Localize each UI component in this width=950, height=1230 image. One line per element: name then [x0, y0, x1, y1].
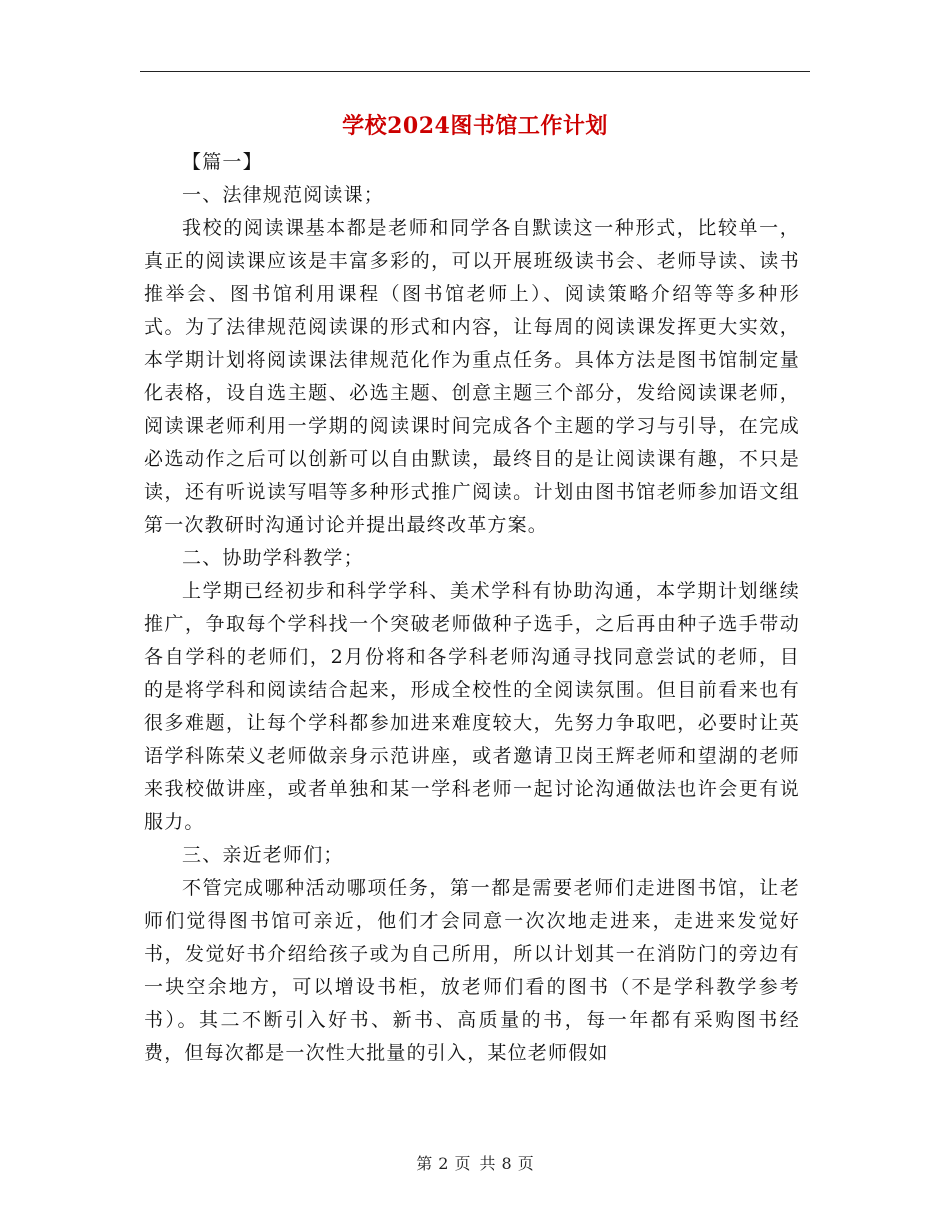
subheading-reading-class: 一、法律规范阅读课；: [182, 184, 385, 206]
page-footer: [0, 1152, 950, 1176]
footer-middle: 页 共: [454, 1154, 496, 1173]
subheading-teachers: 三、亲近老师们；: [182, 844, 344, 866]
footer-total-pages: 8: [501, 1154, 512, 1173]
footer-prefix: 第: [416, 1154, 433, 1173]
footer-suffix: 页: [517, 1154, 534, 1173]
paragraph-teachers: 不管完成哪种活动哪项任务，第一都是需要老师们走进图书馆，让老师们觉得图书馆可亲近，他们才会同意一次次地走进来，走进来发觉好书，发觉好书介绍给孩子或为自己所用，所以计划其一在消防门的旁边有一块空余地方，可以增设书柜，放老师们看的图书（不是学科教学参考书）。其二不断引入好书、新书、高质量的书，每一年都有采购图书经费，但每次都是一次性大批量的引入，某位老师假如: [144, 877, 800, 1064]
paragraph-subject-teaching: 上学期已经初步和科学学科、美术学科有协助沟通，本学期计划继续推广，争取每个学科找一个突破老师做种子选手，之后再由种子选手带动各自学科的老师们，2月份将和各学科老师沟通寻找同意尝试的老师，目的是将学科和阅读结合起来，形成全校性的全阅读氛围。但目前看来也有很多难题，让每个学科都参加进来难度较大，先努力争取吧，必要时让英语学科陈荣义老师做亲身示范讲座，或者邀请卫岗王辉老师和望湖的老师来我校做讲座，或者单独和某一学科老师一起讨论沟通做法也许会更有说服力。: [144, 580, 800, 833]
header-rule: [140, 71, 810, 72]
document-title: 学校2024图书馆工作计划: [342, 113, 608, 139]
paragraph-reading-class: 我校的阅读课基本都是老师和同学各自默读这一种形式，比较单一，真正的阅读课应该是丰富多彩的，可以开展班级读书会、老师导读、读书推举会、图书馆利用课程（图书馆老师上）、阅读策略介绍等等多种形式。为了法律规范阅读课的形式和内容，让每周的阅读课发挥更大实效，本学期计划将阅读课法律规范化作为重点任务。具体方法是图书馆制定量化表格，设自选主题、必选主题、创意主题三个部分，发给阅读课老师，阅读课老师利用一学期的阅读课时间完成各个主题的学习与引导，在完成必选动作之后可以创新可以自由默读，最终目的是让阅读课有趣，不只是读，还有听说读写唱等多种形式推广阅读。计划由图书馆老师参加语文组第一次教研时沟通讨论并提出最终改革方案。: [144, 217, 800, 536]
document-body: [144, 146, 800, 1070]
footer-current-page: 2: [438, 1154, 449, 1173]
section-heading-part-one: 【篇一】: [182, 151, 263, 173]
subheading-subject-teaching: 二、协助学科教学；: [182, 547, 364, 569]
